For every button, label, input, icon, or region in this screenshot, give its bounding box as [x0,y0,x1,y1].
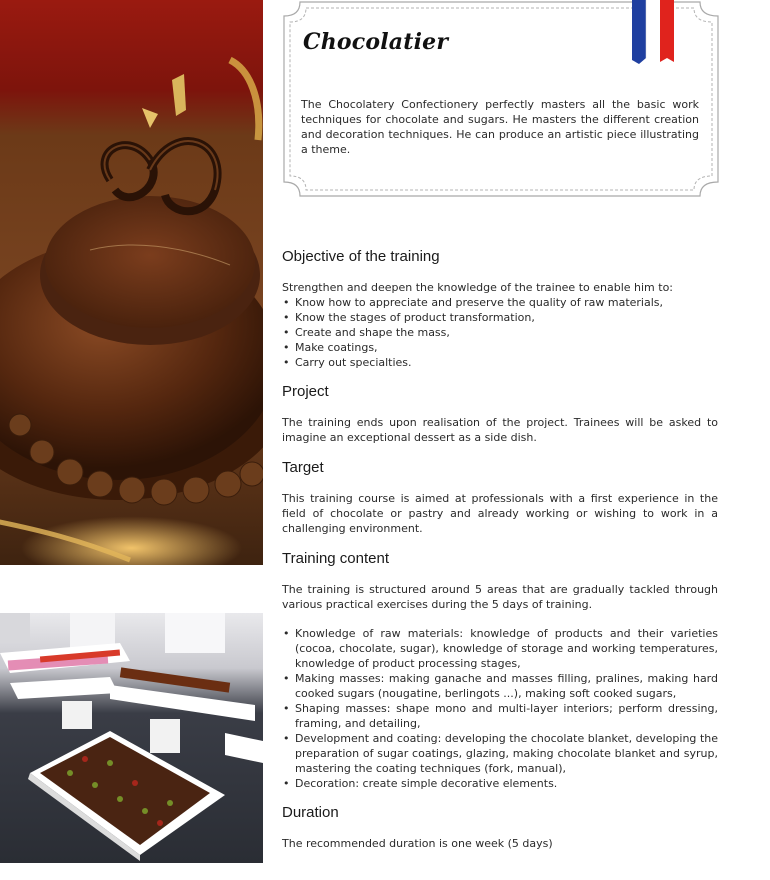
french-flag-ribbon [632,0,674,68]
section-project [282,383,718,445]
training-content-intro: The training is structured around 5 areas that are gradually tackled through various practical exercises during the 5 days of training. [282,583,718,611]
project-heading: Project [282,383,329,400]
list-item: • Decoration: create simple decorative elements. [282,776,718,791]
training-content-heading: Training content [282,550,390,567]
list-item: • Making masses: making ganache and masses filling, pralines, making hard cooked sugars (nougatine, berlingots ...), making soft cooked sugars, [282,671,718,701]
chocolate-buffet-photo [0,613,263,863]
list-item: • Know how to appreciate and preserve the quality of raw materials, [282,295,718,310]
list-item: • Knowledge of raw materials: knowledge of products and their varieties (cocoa, chocolate, sugar), knowledge of storage and working temperatures, knowledge of product processing stages, [282,626,718,671]
target-heading: Target [282,459,324,476]
chocolate-cake-illustration [0,0,263,565]
duration-heading: Duration [282,804,339,821]
section-objective [282,248,718,370]
card-title: Chocolatier [303,29,449,55]
chocolate-buffet-illustration [0,613,263,863]
duration-text: The recommended duration is one week (5 days) [282,837,553,850]
chocolate-cake-photo [0,0,263,565]
card-description: The Chocolatery Confectionery perfectly masters all the basic work techniques for chocolate and sugars. He masters the different creation and decoration techniques. He can produce an artistic piece illustrating a theme. [301,98,699,156]
list-item: • Create and shape the mass, [282,325,718,340]
list-item: • Shaping masses: shape mono and multi-layer interiors; perform dressing, framing, and detailing, [282,701,718,731]
list-item: • Know the stages of product transformation, [282,310,718,325]
intro-card [282,0,720,198]
objective-heading: Objective of the training [282,248,440,265]
list-item: • Carry out specialties. [282,355,718,370]
section-duration [282,804,718,851]
objective-list [282,295,718,370]
objective-intro: Strengthen and deepen the knowledge of the trainee to enable him to: [282,281,674,294]
main-content [282,248,718,851]
list-item: • Make coatings, [282,340,718,355]
target-text: This training course is aimed at professionals with a first experience in the field of chocolate or pastry and already working or wishing to work in a challenging environment. [282,492,718,535]
project-text: The training ends upon realisation of the project. Trainees will be asked to imagine an exceptional dessert as a side dish. [282,416,718,444]
training-content-list [282,626,718,791]
section-training-content [282,550,718,791]
list-item: • Development and coating: developing the chocolate blanket, developing the preparation of sugar coatings, glazing, making chocolate blanket and syrup, mastering the coating techniques (fork, manual), [282,731,718,776]
section-target [282,459,718,536]
